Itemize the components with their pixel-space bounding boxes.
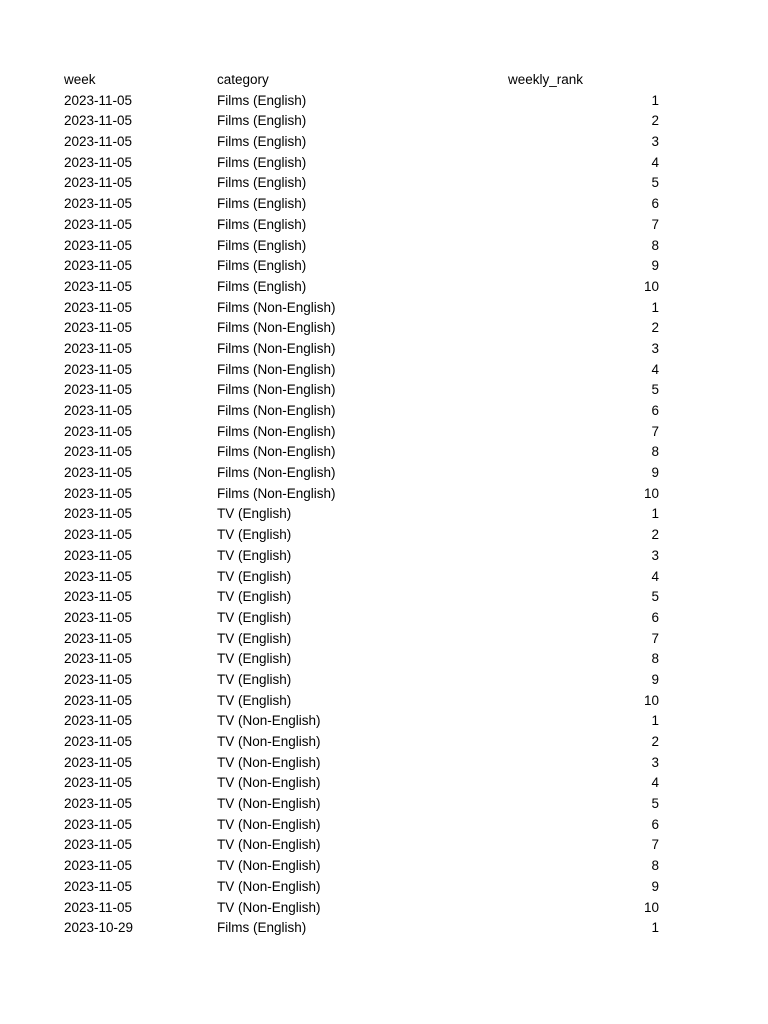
header-row [64, 70, 664, 91]
table-row [64, 132, 664, 153]
table-row [64, 753, 664, 774]
cell-category: TV (Non-English) [217, 837, 321, 853]
cell-weekly-rank: 5 [651, 796, 659, 812]
cell-week: 2023-11-05 [64, 527, 133, 543]
cell-week: 2023-11-05 [64, 423, 133, 439]
cell-week: 2023-11-05 [64, 609, 133, 625]
column-header-weekly-rank: weekly_rank [508, 72, 584, 87]
cell-week: 2023-11-05 [64, 92, 133, 108]
table-row [64, 298, 664, 319]
table-row [64, 215, 664, 236]
cell-category: TV (Non-English) [217, 858, 321, 874]
cell-category: TV (Non-English) [217, 754, 321, 770]
table-row [64, 670, 664, 691]
cell-weekly-rank: 4 [651, 154, 659, 170]
cell-category: Films (English) [217, 216, 307, 232]
cell-weekly-rank: 9 [651, 258, 659, 274]
cell-category: Films (English) [217, 134, 307, 150]
cell-weekly-rank: 7 [651, 837, 659, 853]
table-row [64, 629, 664, 650]
cell-category: Films (Non-English) [217, 465, 336, 481]
cell-weekly-rank: 4 [651, 568, 659, 584]
cell-weekly-rank: 3 [651, 754, 659, 770]
cell-category: Films (Non-English) [217, 485, 336, 501]
table-row [64, 835, 664, 856]
cell-category: TV (Non-English) [217, 899, 321, 915]
cell-category: Films (English) [217, 237, 307, 253]
cell-weekly-rank: 4 [651, 361, 659, 377]
cell-week: 2023-11-05 [64, 734, 133, 749]
cell-weekly-rank: 9 [651, 878, 659, 894]
cell-week: 2023-11-05 [64, 382, 133, 398]
cell-weekly-rank: 3 [651, 340, 659, 356]
table-row [64, 608, 664, 629]
cell-weekly-rank: 1 [651, 920, 659, 936]
table-row [64, 546, 664, 567]
table-row [64, 401, 664, 422]
cell-category: TV (English) [217, 692, 292, 708]
cell-weekly-rank: 1 [651, 299, 659, 315]
cell-week: 2023-11-05 [64, 403, 133, 418]
cell-category: Films (Non-English) [217, 444, 336, 460]
cell-week: 2023-11-05 [64, 175, 133, 191]
cell-week: 2023-11-05 [64, 444, 133, 460]
cell-weekly-rank: 9 [651, 465, 659, 481]
cell-week: 2023-11-05 [64, 237, 133, 253]
table-row [64, 504, 664, 525]
table-row [64, 525, 664, 546]
cell-week: 2023-11-05 [64, 816, 133, 832]
table-row [64, 318, 664, 339]
cell-category: Films (English) [217, 920, 307, 936]
cell-week: 2023-10-29 [64, 920, 134, 936]
cell-week: 2023-11-05 [64, 878, 133, 894]
cell-category: Films (English) [217, 154, 307, 170]
table-row [64, 567, 664, 588]
cell-weekly-rank: 1 [651, 713, 659, 729]
cell-weekly-rank: 1 [651, 92, 659, 108]
cell-week: 2023-11-05 [64, 278, 133, 294]
cell-weekly-rank: 5 [651, 589, 659, 605]
cell-category: TV (Non-English) [217, 816, 321, 832]
cell-week: 2023-11-05 [64, 361, 133, 377]
cell-weekly-rank: 8 [651, 858, 659, 874]
table-row [64, 711, 664, 732]
cell-weekly-rank: 6 [651, 403, 659, 418]
cell-weekly-rank: 5 [651, 382, 659, 398]
column-header-category: category [217, 72, 269, 87]
table-row [64, 691, 664, 712]
cell-week: 2023-11-05 [64, 485, 133, 501]
cell-weekly-rank: 6 [651, 816, 659, 832]
cell-week: 2023-11-05 [64, 692, 133, 708]
cell-week: 2023-11-05 [64, 858, 133, 874]
table-row [64, 815, 664, 836]
cell-category: TV (Non-English) [217, 713, 321, 729]
cell-weekly-rank: 10 [643, 692, 659, 708]
cell-weekly-rank: 6 [651, 196, 659, 212]
cell-week: 2023-11-05 [64, 754, 133, 770]
cell-category: TV (English) [217, 651, 292, 667]
table-row [64, 856, 664, 877]
cell-category: TV (English) [217, 527, 292, 543]
cell-weekly-rank: 6 [651, 609, 659, 625]
cell-week: 2023-11-05 [64, 134, 133, 150]
cell-category: Films (English) [217, 278, 307, 294]
cell-category: TV (Non-English) [217, 878, 321, 894]
table-row [64, 898, 664, 919]
cell-weekly-rank: 9 [651, 671, 659, 687]
table-row [64, 360, 664, 381]
cell-week: 2023-11-05 [64, 113, 133, 129]
cell-week: 2023-11-05 [64, 796, 133, 812]
cell-category: TV (English) [217, 547, 292, 563]
cell-week: 2023-11-05 [64, 630, 133, 646]
table-row [64, 484, 664, 505]
cell-week: 2023-11-05 [64, 547, 133, 563]
table-row [64, 153, 664, 174]
cell-weekly-rank: 2 [651, 113, 659, 129]
cell-category: Films (Non-English) [217, 299, 336, 315]
cell-category: Films (Non-English) [217, 403, 336, 418]
cell-weekly-rank: 1 [651, 506, 659, 522]
cell-weekly-rank: 7 [651, 630, 659, 646]
table-row [64, 91, 664, 112]
cell-category: TV (Non-English) [217, 796, 321, 812]
cell-weekly-rank: 10 [643, 899, 659, 915]
cell-category: TV (Non-English) [217, 775, 321, 791]
cell-week: 2023-11-05 [64, 837, 133, 853]
cell-week: 2023-11-05 [64, 899, 133, 915]
cell-week: 2023-11-05 [64, 775, 133, 791]
cell-week: 2023-11-05 [64, 465, 133, 481]
table-row [64, 649, 664, 670]
table-row [64, 877, 664, 898]
cell-weekly-rank: 8 [651, 651, 659, 667]
cell-weekly-rank: 4 [651, 775, 659, 791]
cell-category: TV (English) [217, 630, 292, 646]
cell-week: 2023-11-05 [64, 258, 133, 274]
cell-category: Films (Non-English) [217, 340, 336, 356]
cell-category: TV (English) [217, 568, 292, 584]
table-row [64, 463, 664, 484]
table-row [64, 256, 664, 277]
table-row [64, 587, 664, 608]
table-row [64, 732, 664, 753]
cell-category: TV (English) [217, 506, 292, 522]
cell-week: 2023-11-05 [64, 340, 133, 356]
table-row [64, 918, 664, 939]
cell-week: 2023-11-05 [64, 299, 133, 315]
cell-week: 2023-11-05 [64, 154, 133, 170]
cell-category: Films (English) [217, 196, 307, 212]
cell-week: 2023-11-05 [64, 713, 133, 729]
cell-category: Films (English) [217, 175, 307, 191]
cell-category: Films (Non-English) [217, 320, 336, 336]
cell-week: 2023-11-05 [64, 216, 133, 232]
cell-weekly-rank: 3 [651, 134, 659, 150]
cell-category: Films (English) [217, 113, 307, 129]
cell-weekly-rank: 3 [651, 547, 659, 563]
cell-week: 2023-11-05 [64, 196, 133, 212]
data-table [64, 70, 664, 939]
cell-week: 2023-11-05 [64, 506, 133, 522]
cell-category: Films (Non-English) [217, 423, 336, 439]
cell-weekly-rank: 10 [643, 485, 659, 501]
table-row [64, 173, 664, 194]
table-row [64, 442, 664, 463]
cell-category: TV (English) [217, 609, 292, 625]
table-row [64, 339, 664, 360]
table-row [64, 773, 664, 794]
cell-weekly-rank: 5 [651, 175, 659, 191]
cell-weekly-rank: 7 [651, 423, 659, 439]
cell-week: 2023-11-05 [64, 589, 133, 605]
cell-category: TV (English) [217, 671, 292, 687]
table-row [64, 277, 664, 298]
cell-category: Films (English) [217, 258, 307, 274]
cell-weekly-rank: 7 [651, 216, 659, 232]
cell-weekly-rank: 2 [651, 734, 659, 749]
table-row [64, 794, 664, 815]
cell-weekly-rank: 2 [651, 527, 659, 543]
cell-weekly-rank: 10 [643, 278, 659, 294]
cell-category: Films (English) [217, 92, 307, 108]
cell-week: 2023-11-05 [64, 671, 133, 687]
cell-category: TV (Non-English) [217, 734, 321, 749]
table-row [64, 194, 664, 215]
cell-category: Films (Non-English) [217, 361, 336, 377]
column-header-week: week [64, 72, 96, 87]
table-row [64, 422, 664, 443]
cell-category: Films (Non-English) [217, 382, 336, 398]
cell-week: 2023-11-05 [64, 568, 133, 584]
cell-weekly-rank: 8 [651, 237, 659, 253]
cell-week: 2023-11-05 [64, 651, 133, 667]
table-row [64, 380, 664, 401]
table-row [64, 236, 664, 257]
cell-category: TV (English) [217, 589, 292, 605]
table-row [64, 111, 664, 132]
cell-week: 2023-11-05 [64, 320, 133, 336]
table-body [64, 91, 664, 939]
cell-weekly-rank: 8 [651, 444, 659, 460]
cell-weekly-rank: 2 [651, 320, 659, 336]
